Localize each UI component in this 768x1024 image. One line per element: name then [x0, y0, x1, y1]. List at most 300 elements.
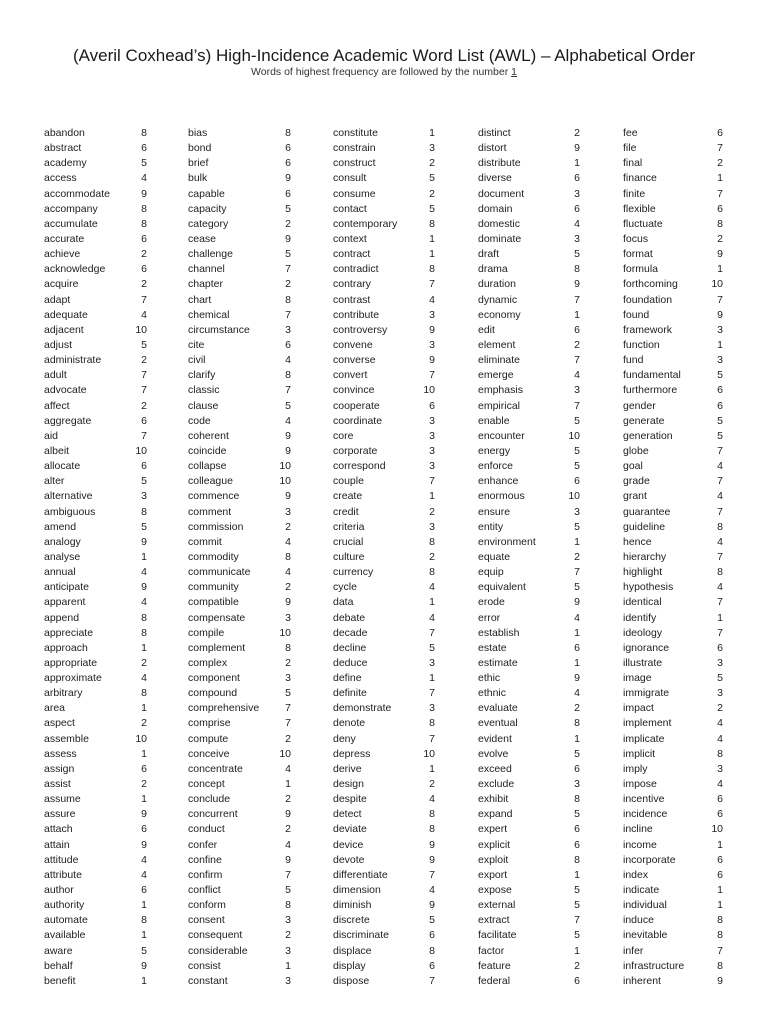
word-text: emerge	[478, 369, 514, 382]
sublist-number: 2	[285, 823, 291, 836]
word-text: advocate	[44, 384, 87, 397]
sublist-number: 6	[141, 460, 147, 473]
word-text: converse	[333, 354, 376, 367]
sublist-number: 6	[717, 808, 723, 821]
sublist-number: 3	[285, 914, 291, 927]
sublist-number: 4	[717, 717, 723, 730]
sublist-number: 9	[574, 278, 580, 291]
sublist-number: 5	[429, 172, 435, 185]
sublist-number: 7	[717, 475, 723, 488]
sublist-number: 5	[429, 914, 435, 927]
word-text: display	[333, 959, 366, 972]
word-text: compound	[188, 687, 238, 700]
sublist-number: 9	[285, 429, 291, 442]
sublist-number: 5	[574, 929, 580, 942]
word-text: define	[333, 672, 362, 685]
word-text: found	[623, 308, 650, 321]
sublist-number: 1	[717, 899, 723, 912]
sublist-number: 2	[574, 959, 580, 972]
word-text: finance	[623, 172, 657, 185]
sublist-number: 8	[717, 217, 723, 230]
word-text: component	[188, 672, 240, 685]
sublist-number: 2	[574, 338, 580, 351]
word-text: commodity	[188, 550, 239, 563]
sublist-number: 3	[141, 490, 147, 503]
sublist-number: 4	[717, 490, 723, 503]
word-text: compatible	[188, 596, 239, 609]
word-text: diverse	[478, 172, 512, 185]
word-text: debate	[333, 611, 366, 624]
word-text: expose	[478, 884, 512, 897]
word-text: contradict	[333, 263, 379, 276]
sublist-number: 10	[135, 732, 147, 745]
word-text: cease	[188, 232, 217, 245]
sublist-number: 4	[285, 414, 291, 427]
page-subtitle	[0, 66, 768, 78]
word-text: abandon	[44, 127, 85, 139]
word-text: ethic	[478, 672, 501, 685]
word-text: attitude	[44, 853, 79, 866]
word-text: attain	[44, 838, 70, 851]
sublist-number: 2	[141, 399, 147, 412]
word-text: comprehensive	[188, 702, 260, 715]
sublist-number: 4	[429, 581, 435, 594]
sublist-number: 2	[429, 778, 435, 791]
sublist-number: 10	[135, 323, 147, 336]
word-text: draft	[478, 248, 500, 261]
sublist-number: 2	[285, 217, 291, 230]
word-text: highlight	[623, 566, 663, 579]
sublist-number: 4	[141, 868, 147, 881]
word-text: concentrate	[188, 762, 243, 775]
sublist-number: 3	[285, 672, 291, 685]
sublist-number: 5	[285, 399, 291, 412]
word-text: hence	[623, 535, 652, 548]
sublist-number: 3	[574, 778, 580, 791]
word-text: aspect	[44, 717, 75, 730]
sublist-number: 1	[717, 838, 723, 851]
word-text: considerable	[188, 944, 248, 957]
sublist-number: 7	[717, 626, 723, 639]
sublist-number: 6	[717, 793, 723, 806]
word-text: append	[44, 611, 80, 624]
word-text: bias	[188, 127, 208, 139]
sublist-number: 5	[717, 429, 723, 442]
word-text: constitute	[333, 127, 378, 139]
sublist-number: 7	[574, 293, 580, 306]
sublist-number: 8	[285, 899, 291, 912]
word-text: immigrate	[623, 687, 670, 700]
sublist-number: 7	[717, 505, 723, 518]
word-text: inherent	[623, 974, 661, 987]
word-text: extract	[478, 914, 510, 927]
sublist-number: 6	[717, 868, 723, 881]
sublist-number: 6	[429, 399, 435, 412]
word-text: hypothesis	[623, 581, 674, 594]
word-text: fund	[623, 354, 644, 367]
sublist-number: 4	[141, 172, 147, 185]
word-text: author	[44, 884, 74, 897]
word-text: adequate	[44, 308, 88, 321]
sublist-number: 9	[574, 672, 580, 685]
word-text: bond	[188, 142, 212, 155]
word-text: chart	[188, 293, 212, 306]
sublist-number: 2	[141, 354, 147, 367]
sublist-number: 1	[717, 884, 723, 897]
word-text: criteria	[333, 520, 365, 533]
word-text: exploit	[478, 853, 509, 866]
sublist-number: 4	[717, 581, 723, 594]
sublist-number: 7	[429, 475, 435, 488]
word-text: credit	[333, 505, 359, 518]
word-text: cycle	[333, 581, 357, 594]
sublist-number: 5	[574, 520, 580, 533]
sublist-number: 8	[429, 808, 435, 821]
word-text: contrary	[333, 278, 371, 291]
sublist-number: 4	[574, 611, 580, 624]
sublist-number: 9	[285, 232, 291, 245]
sublist-number: 6	[717, 127, 723, 139]
word-text: correspond	[333, 460, 386, 473]
word-text: culture	[333, 550, 365, 563]
sublist-number: 3	[429, 656, 435, 669]
word-text: estimate	[478, 656, 518, 669]
sublist-number: 8	[717, 914, 723, 927]
sublist-number: 2	[429, 187, 435, 200]
sublist-number: 1	[141, 702, 147, 715]
word-text: consult	[333, 172, 367, 185]
sublist-number: 1	[574, 732, 580, 745]
word-text: consume	[333, 187, 376, 200]
sublist-number: 5	[574, 248, 580, 261]
word-text: grade	[623, 475, 650, 488]
sublist-number: 7	[141, 369, 147, 382]
sublist-number: 10	[711, 278, 723, 291]
word-text: format	[623, 248, 653, 261]
word-text: individual	[623, 899, 667, 912]
sublist-number: 1	[141, 899, 147, 912]
sublist-number: 8	[141, 687, 147, 700]
sublist-number: 3	[285, 323, 291, 336]
sublist-number: 8	[285, 369, 291, 382]
word-text: assume	[44, 793, 81, 806]
word-text: incidence	[623, 808, 668, 821]
word-text: final	[623, 157, 643, 170]
sublist-number: 6	[717, 384, 723, 397]
sublist-number: 7	[285, 308, 291, 321]
sublist-number: 4	[141, 853, 147, 866]
sublist-number: 8	[429, 535, 435, 548]
sublist-number: 7	[285, 702, 291, 715]
sublist-number: 2	[141, 778, 147, 791]
sublist-number: 10	[279, 460, 291, 473]
word-text: comprise	[188, 717, 231, 730]
word-text: contract	[333, 248, 371, 261]
sublist-number: 3	[717, 323, 723, 336]
word-text: coincide	[188, 444, 227, 457]
word-text: forthcoming	[623, 278, 678, 291]
sublist-number: 1	[717, 263, 723, 276]
word-text: decline	[333, 641, 367, 654]
sublist-number: 6	[285, 338, 291, 351]
sublist-number: 10	[279, 626, 291, 639]
sublist-number: 7	[717, 444, 723, 457]
word-text: accurate	[44, 232, 85, 245]
word-text: implicate	[623, 732, 665, 745]
sublist-number: 5	[574, 460, 580, 473]
word-text: conceive	[188, 747, 230, 760]
sublist-number: 2	[285, 520, 291, 533]
sublist-number: 4	[717, 732, 723, 745]
sublist-number: 9	[141, 808, 147, 821]
sublist-number: 2	[285, 793, 291, 806]
word-text: anticipate	[44, 581, 89, 594]
sublist-number: 2	[717, 157, 723, 170]
word-text: displace	[333, 944, 372, 957]
sublist-number: 6	[285, 187, 291, 200]
sublist-number: 4	[717, 535, 723, 548]
sublist-number: 3	[429, 520, 435, 533]
sublist-number: 1	[285, 778, 291, 791]
sublist-number: 1	[141, 974, 147, 987]
word-text: access	[44, 172, 77, 185]
sublist-number: 1	[574, 944, 580, 957]
word-text: compute	[188, 732, 229, 745]
sublist-number: 9	[574, 142, 580, 155]
sublist-number: 1	[429, 672, 435, 685]
sublist-number: 8	[141, 217, 147, 230]
word-text: error	[478, 611, 501, 624]
sublist-number: 4	[574, 687, 580, 700]
word-text: dispose	[333, 974, 370, 987]
sublist-number: 5	[574, 581, 580, 594]
word-text: civil	[188, 354, 206, 367]
sublist-number: 3	[285, 944, 291, 957]
sublist-number: 9	[285, 444, 291, 457]
word-text: achieve	[44, 248, 81, 261]
word-text: encounter	[478, 429, 525, 442]
sublist-number: 7	[429, 974, 435, 987]
word-text: enormous	[478, 490, 525, 503]
word-text: despite	[333, 793, 367, 806]
sublist-number: 4	[285, 566, 291, 579]
word-text: ethnic	[478, 687, 507, 700]
word-text: federal	[478, 974, 511, 987]
word-text: erode	[478, 596, 505, 609]
word-text: devote	[333, 853, 365, 866]
sublist-number: 3	[429, 338, 435, 351]
sublist-number: 1	[141, 550, 147, 563]
word-text: concurrent	[188, 808, 238, 821]
sublist-number: 4	[285, 354, 291, 367]
frequency-mark: 1	[511, 66, 517, 78]
sublist-number: 10	[423, 384, 435, 397]
word-text: differentiate	[333, 868, 388, 881]
sublist-number: 6	[574, 838, 580, 851]
word-text: explicit	[478, 838, 511, 851]
word-text: capacity	[188, 202, 227, 215]
sublist-number: 8	[141, 626, 147, 639]
word-text: design	[333, 778, 364, 791]
sublist-number: 2	[429, 505, 435, 518]
word-text: cite	[188, 338, 205, 351]
word-text: commission	[188, 520, 244, 533]
sublist-number: 7	[717, 142, 723, 155]
sublist-number: 6	[717, 641, 723, 654]
word-text: allocate	[44, 460, 81, 473]
word-text: attach	[44, 823, 73, 836]
sublist-number: 8	[717, 959, 723, 972]
word-text: function	[623, 338, 660, 351]
sublist-number: 4	[429, 293, 435, 306]
sublist-number: 6	[574, 641, 580, 654]
sublist-number: 6	[429, 959, 435, 972]
word-text: goal	[623, 460, 643, 473]
sublist-number: 1	[429, 762, 435, 775]
sublist-number: 5	[285, 202, 291, 215]
word-text: diminish	[333, 899, 372, 912]
word-text: acquire	[44, 278, 79, 291]
word-text: flexible	[623, 202, 656, 215]
word-text: challenge	[188, 248, 233, 261]
page-title: (Averil Coxhead’s) High-Incidence Academic Word List (AWL) – Alphabetical Order	[72, 46, 696, 65]
sublist-number: 7	[285, 384, 291, 397]
word-text: ideology	[623, 626, 663, 639]
sublist-number: 9	[285, 490, 291, 503]
sublist-number: 4	[285, 762, 291, 775]
sublist-number: 7	[717, 596, 723, 609]
sublist-number: 3	[717, 762, 723, 775]
word-text: infrastructure	[623, 959, 685, 972]
word-text: framework	[623, 323, 673, 336]
word-text: domestic	[478, 217, 521, 230]
sublist-number: 9	[285, 808, 291, 821]
word-text: element	[478, 338, 516, 351]
sublist-number: 3	[429, 414, 435, 427]
word-text: category	[188, 217, 229, 230]
sublist-number: 5	[574, 884, 580, 897]
sublist-number: 3	[429, 444, 435, 457]
sublist-number: 1	[717, 338, 723, 351]
sublist-number: 8	[429, 263, 435, 276]
word-text: dominate	[478, 232, 522, 245]
sublist-number: 5	[285, 687, 291, 700]
word-text: hierarchy	[623, 550, 667, 563]
sublist-number: 9	[285, 853, 291, 866]
word-text: annual	[44, 566, 76, 579]
sublist-number: 6	[574, 762, 580, 775]
sublist-number: 3	[429, 429, 435, 442]
sublist-number: 5	[574, 808, 580, 821]
sublist-number: 10	[423, 747, 435, 760]
sublist-number: 7	[574, 566, 580, 579]
word-text: complement	[188, 641, 246, 654]
sublist-number: 8	[574, 853, 580, 866]
sublist-number: 7	[574, 399, 580, 412]
word-text: implement	[623, 717, 672, 730]
sublist-number: 2	[285, 929, 291, 942]
sublist-number: 6	[574, 202, 580, 215]
word-text: confer	[188, 838, 218, 851]
word-text: commit	[188, 535, 222, 548]
sublist-number: 5	[717, 414, 723, 427]
sublist-number: 8	[717, 747, 723, 760]
word-text: channel	[188, 263, 225, 276]
word-text: estate	[478, 641, 507, 654]
word-text: alternative	[44, 490, 93, 503]
word-text: file	[623, 142, 637, 155]
sublist-number: 9	[285, 596, 291, 609]
word-text: impact	[623, 702, 654, 715]
sublist-number: 6	[141, 414, 147, 427]
word-text: aware	[44, 944, 73, 957]
word-text: chapter	[188, 278, 224, 291]
word-text: communicate	[188, 566, 251, 579]
word-text: duration	[478, 278, 516, 291]
word-text: constant	[188, 974, 228, 987]
word-text: approximate	[44, 672, 102, 685]
sublist-number: 5	[574, 747, 580, 760]
word-text: analogy	[44, 535, 81, 548]
word-text: clarify	[188, 369, 216, 382]
word-text: arbitrary	[44, 687, 83, 700]
sublist-number: 6	[141, 232, 147, 245]
word-text: analyse	[44, 550, 81, 563]
word-text: illustrate	[623, 656, 663, 669]
sublist-number: 9	[717, 974, 723, 987]
word-text: depress	[333, 747, 371, 760]
word-text: incorporate	[623, 853, 676, 866]
word-text: eventual	[478, 717, 518, 730]
word-text: fluctuate	[623, 217, 663, 230]
sublist-number: 3	[574, 384, 580, 397]
word-text: chemical	[188, 308, 230, 321]
sublist-number: 2	[717, 702, 723, 715]
sublist-number: 5	[429, 202, 435, 215]
word-text: assess	[44, 747, 77, 760]
sublist-number: 7	[285, 868, 291, 881]
word-text: aid	[44, 429, 59, 442]
sublist-number: 1	[574, 157, 580, 170]
word-text: fundamental	[623, 369, 681, 382]
word-text: accumulate	[44, 217, 98, 230]
word-text: consequent	[188, 929, 243, 942]
sublist-number: 3	[285, 505, 291, 518]
word-text: guideline	[623, 520, 666, 533]
sublist-number: 3	[429, 308, 435, 321]
word-text: indicate	[623, 884, 660, 897]
sublist-number: 7	[141, 384, 147, 397]
sublist-number: 2	[285, 581, 291, 594]
word-text: equate	[478, 550, 511, 563]
sublist-number: 8	[429, 823, 435, 836]
sublist-number: 9	[429, 354, 435, 367]
sublist-number: 1	[717, 611, 723, 624]
sublist-number: 1	[574, 626, 580, 639]
word-text: edit	[478, 323, 495, 336]
sublist-number: 8	[429, 566, 435, 579]
sublist-number: 9	[429, 838, 435, 851]
sublist-number: 5	[717, 672, 723, 685]
word-text: classic	[188, 384, 220, 397]
word-text: distort	[478, 142, 507, 155]
sublist-number: 9	[717, 248, 723, 261]
sublist-number: 9	[141, 535, 147, 548]
sublist-number: 3	[717, 687, 723, 700]
word-text: finite	[623, 187, 646, 200]
sublist-number: 6	[141, 263, 147, 276]
word-text: automate	[44, 914, 88, 927]
